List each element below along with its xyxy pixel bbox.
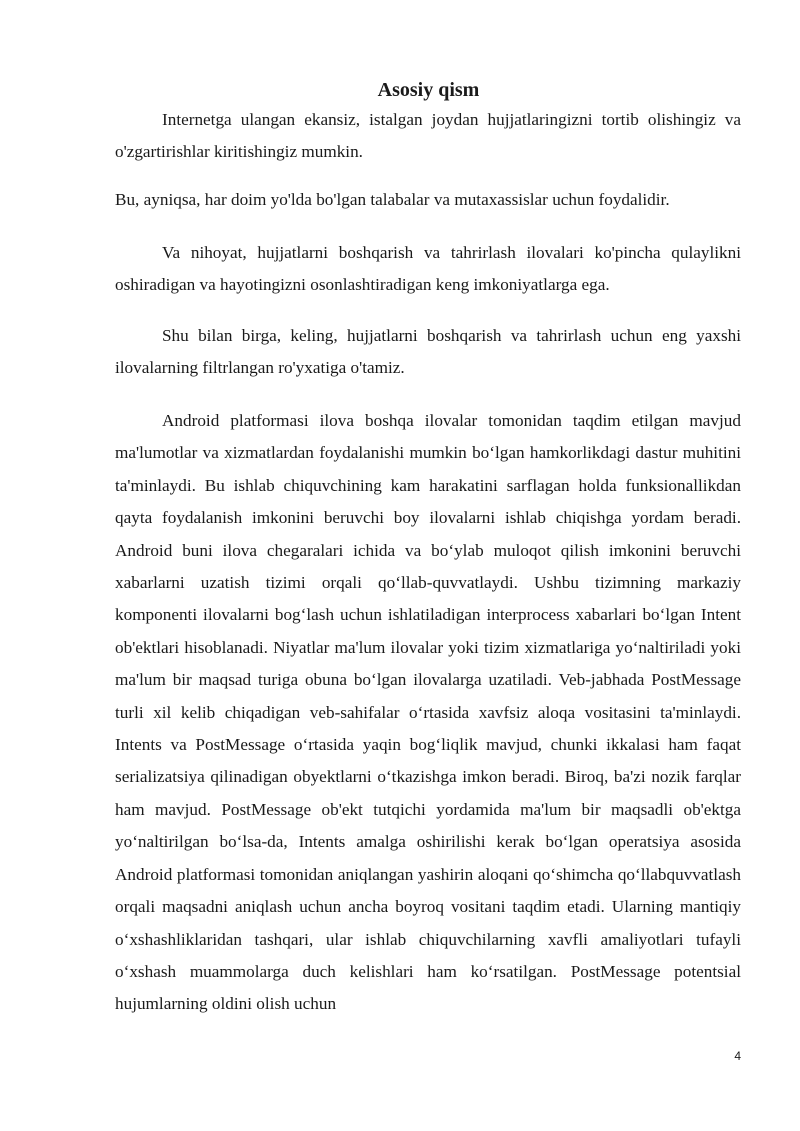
paragraph-2: Bu, ayniqsa, har doim yo'lda bo'lgan talabalar va mutaxassislar uchun foydalidir. <box>115 190 670 209</box>
paragraph-1: Internetga ulangan ekansiz, istalgan joydan hujjatlaringizni tortib olishingiz va o'zgartirishlar kiritishingiz mumkin. <box>115 110 741 161</box>
paragraph-4: Shu bilan birga, keling, hujjatlarni boshqarish va tahrirlash uchun eng yaxshi ilovalarning filtrlangan ro'yxatiga o'tamiz. <box>115 326 741 377</box>
page-number: 4 <box>734 1049 741 1063</box>
paragraph-5: Android platformasi ilova boshqa ilovalar tomonidan taqdim etilgan mavjud ma'lumotlar va xizmatlardan foydalanishi mumkin bo‘lgan hamkorlikdagi dastur muhitini ta'minlaydi. Bu ishlab chiquvchining kam harakatini sarflagan holda funksionallikdan qayta foydalanish imkonini beruvchi boy ilovalarni ishlab chiqishga yordam beradi. Android buni ilova chegaralari ichida va bo‘ylab muloqot qilish imkonini beruvchi xabarlarni uzatish tizimi orqali qo‘llab-quvvatlaydi. Ushbu tizimning markaziy komponenti ilovalarni bog‘lash uchun ishlatiladigan interprocess xabarlari bo‘lgan Intent ob'ektlari hisoblanadi. Niyatlar ma'lum ilovalar yoki tizim xizmatlariga yo‘naltiriladi yoki ma'lum bir maqsad turiga obuna bo‘lgan ilovalarga uzatiladi. Veb-jabhada PostMessage turli xil kelib chiqadigan veb-sahifalar o‘rtasida xavfsiz aloqa vositasini ta'minlaydi. Intents va PostMessage o‘rtasida yaqin bog‘liqlik mavjud, chunki ikkalasi ham faqat serializatsiya qilinadigan obyektlarni o‘tkazishga imkon beradi. Biroq, ba'zi nozik farqlar ham mavjud. PostMessage ob'ekt tutqichi yordamida ma'lum bir maqsadli ob'ektga yo‘naltirilgan bo‘lsa-da, Intents amalga oshirilishi kerak bo‘lgan operatsiya asosida Android platformasi tomonidan aniqlangan yashirin aloqani qo‘shimcha qo‘llabquvvatlash orqali maqsadni aniqlash uchun ancha boyroq vositani taqdim etadi. Ularning mantiqiy o‘xshashliklaridan tashqari, ular ishlab chiquvchilarning xavfli amaliyotlari tufayli o‘xshash muammolarga duch kelishlari ham ko‘rsatilgan. PostMessage potentsial hujumlarning oldini olish uchun <box>115 411 741 1014</box>
paragraph-3: Va nihoyat, hujjatlarni boshqarish va tahrirlash ilovalari ko'pincha qulaylikni oshiradigan va hayotingizni osonlashtiradigan keng imkoniyatlarga ega. <box>115 243 741 294</box>
section-title: Asosiy qism <box>377 79 480 101</box>
